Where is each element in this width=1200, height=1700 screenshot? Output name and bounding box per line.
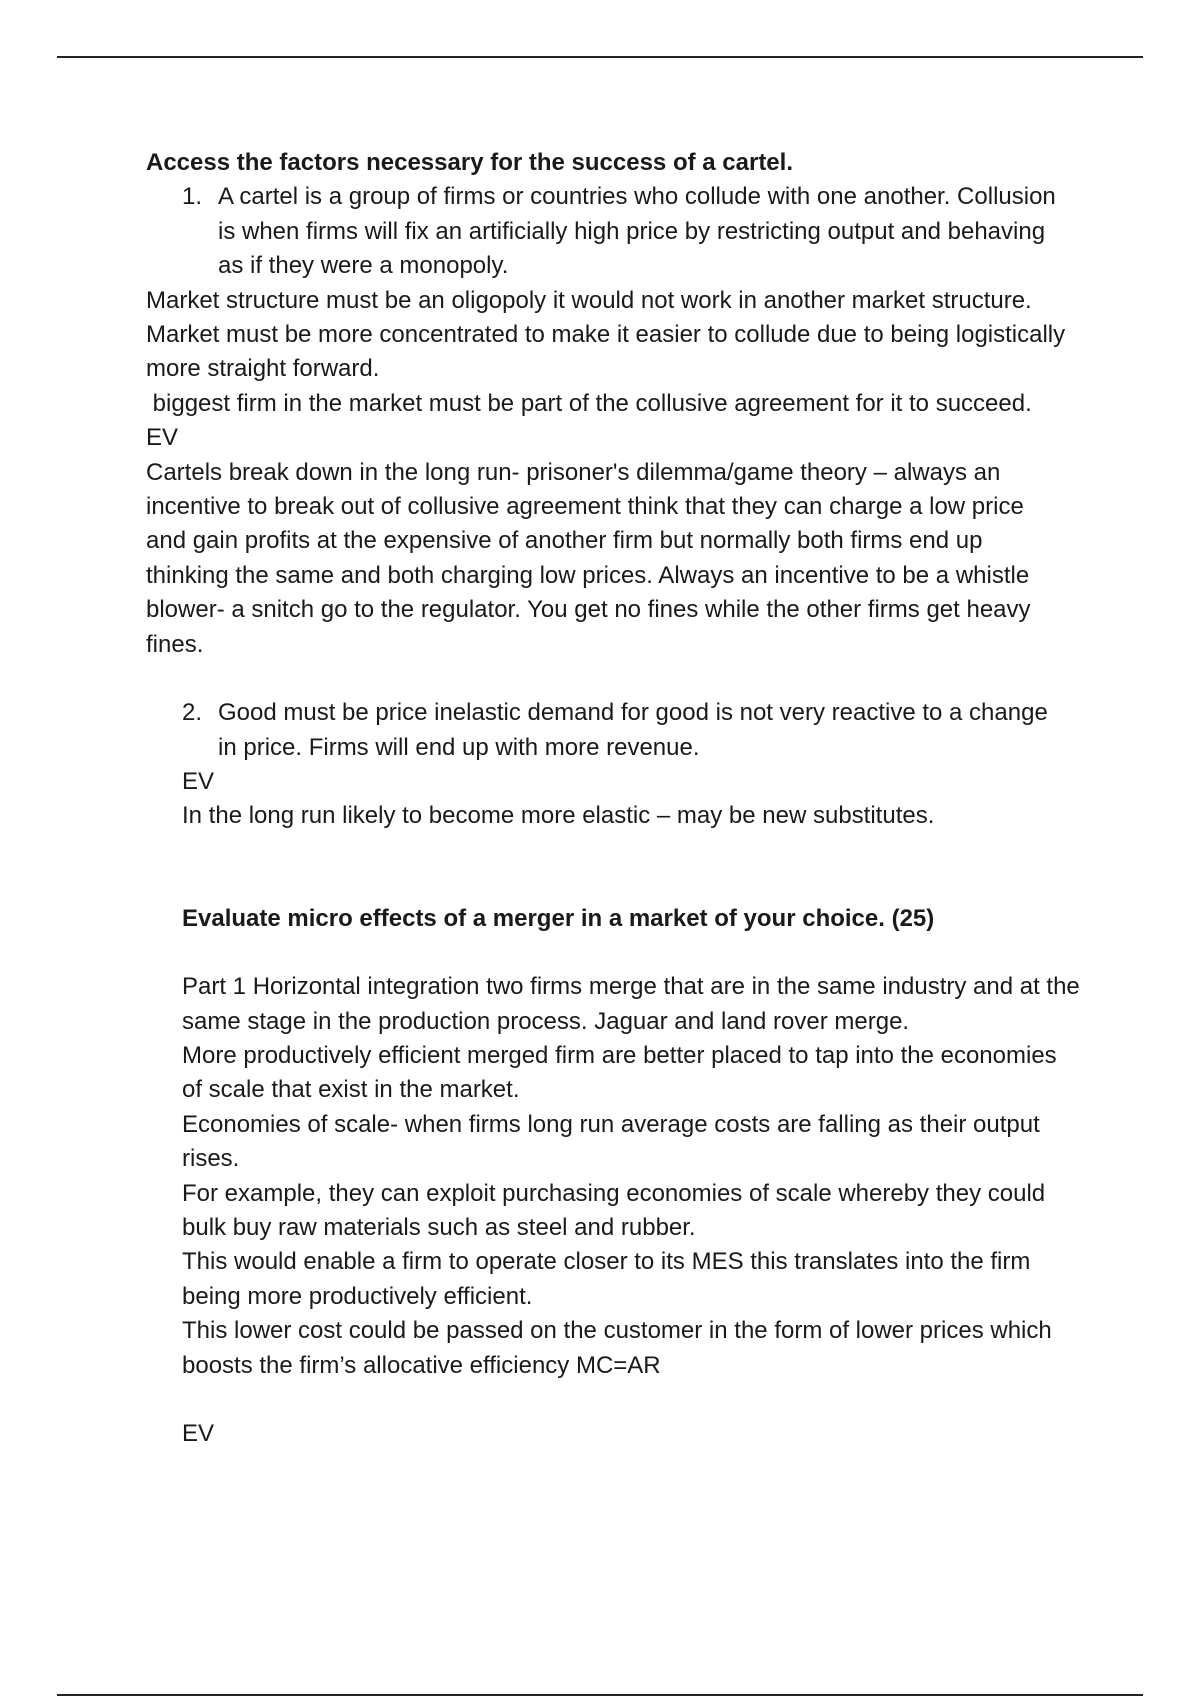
ev-label: EV: [146, 424, 179, 452]
point-number: 2.: [182, 699, 203, 727]
paragraph: This lower cost could be passed on the customer in the form of lower prices which boosts the firm’s allocative efficiency MC=AR: [182, 1317, 1052, 1379]
paragraph-cartels-break-down: Cartels break down in the long run- prisoner's dilemma/game theory – always an incentive to break out of collusive agreement think that they can charge a low price and gain profits at the expensive of another firm but normally both firms end up thinking the same and both charging low prices. Always an incentive to be a whistle blower- a snitch go to the regulator. You get no fines while the other firms get heavy fines.: [146, 458, 1031, 658]
point-text: A cartel is a group of firms or countries who collude with one another. Collusion is when firms will fix an artificially high price by restricting output and behaving as if they were a monopoly.: [218, 183, 1056, 280]
point-number: 1.: [182, 183, 203, 211]
question-2-heading: Evaluate micro effects of a merger in a market of your choice. (25): [182, 904, 935, 932]
document-body: [146, 146, 1080, 1451]
ev-label: EV: [182, 767, 215, 795]
paragraph: More productively efficient merged firm are better placed to tap into the economies of scale that exist in the market.: [182, 1041, 1057, 1104]
merger-answer: [146, 970, 1082, 1451]
paragraph-long-run-elastic: In the long run likely to become more elastic – may be new substitutes.: [182, 802, 935, 830]
paragraph-biggest-firm: biggest firm in the market must be part of the collusive agreement for it to succeed.: [146, 389, 1032, 417]
paragraph: For example, they can exploit purchasing economies of scale whereby they could bulk buy raw materials such as steel and rubber.: [182, 1179, 1046, 1241]
point-text: Good must be price inelastic demand for good is not very reactive to a change in price. Firms will end up with more revenue.: [218, 699, 1048, 761]
ev-label: EV: [182, 1420, 215, 1447]
header-rule: [57, 56, 1143, 58]
paragraph: Part 1 Horizontal integration two firms merge that are in the same industry and at the same stage in the production process. Jaguar and land rover merge.: [182, 973, 1080, 1035]
paragraph-market-structure: Market structure must be an oligopoly it would not work in another market structure. Market must be more concentrated to make it easier to collude due to being logistically more straight forward.: [146, 286, 1066, 383]
numbered-point-1: [146, 180, 1058, 283]
numbered-point-2: [146, 696, 1058, 765]
paragraph: Economies of scale- when firms long run average costs are falling as their output rises.: [182, 1110, 1040, 1173]
footer-rule: [57, 1694, 1143, 1696]
question-1-heading: Access the factors necessary for the success of a cartel.: [146, 149, 793, 176]
paragraph: This would enable a firm to operate closer to its MES this translates into the firm being more productively efficient.: [182, 1248, 1031, 1310]
